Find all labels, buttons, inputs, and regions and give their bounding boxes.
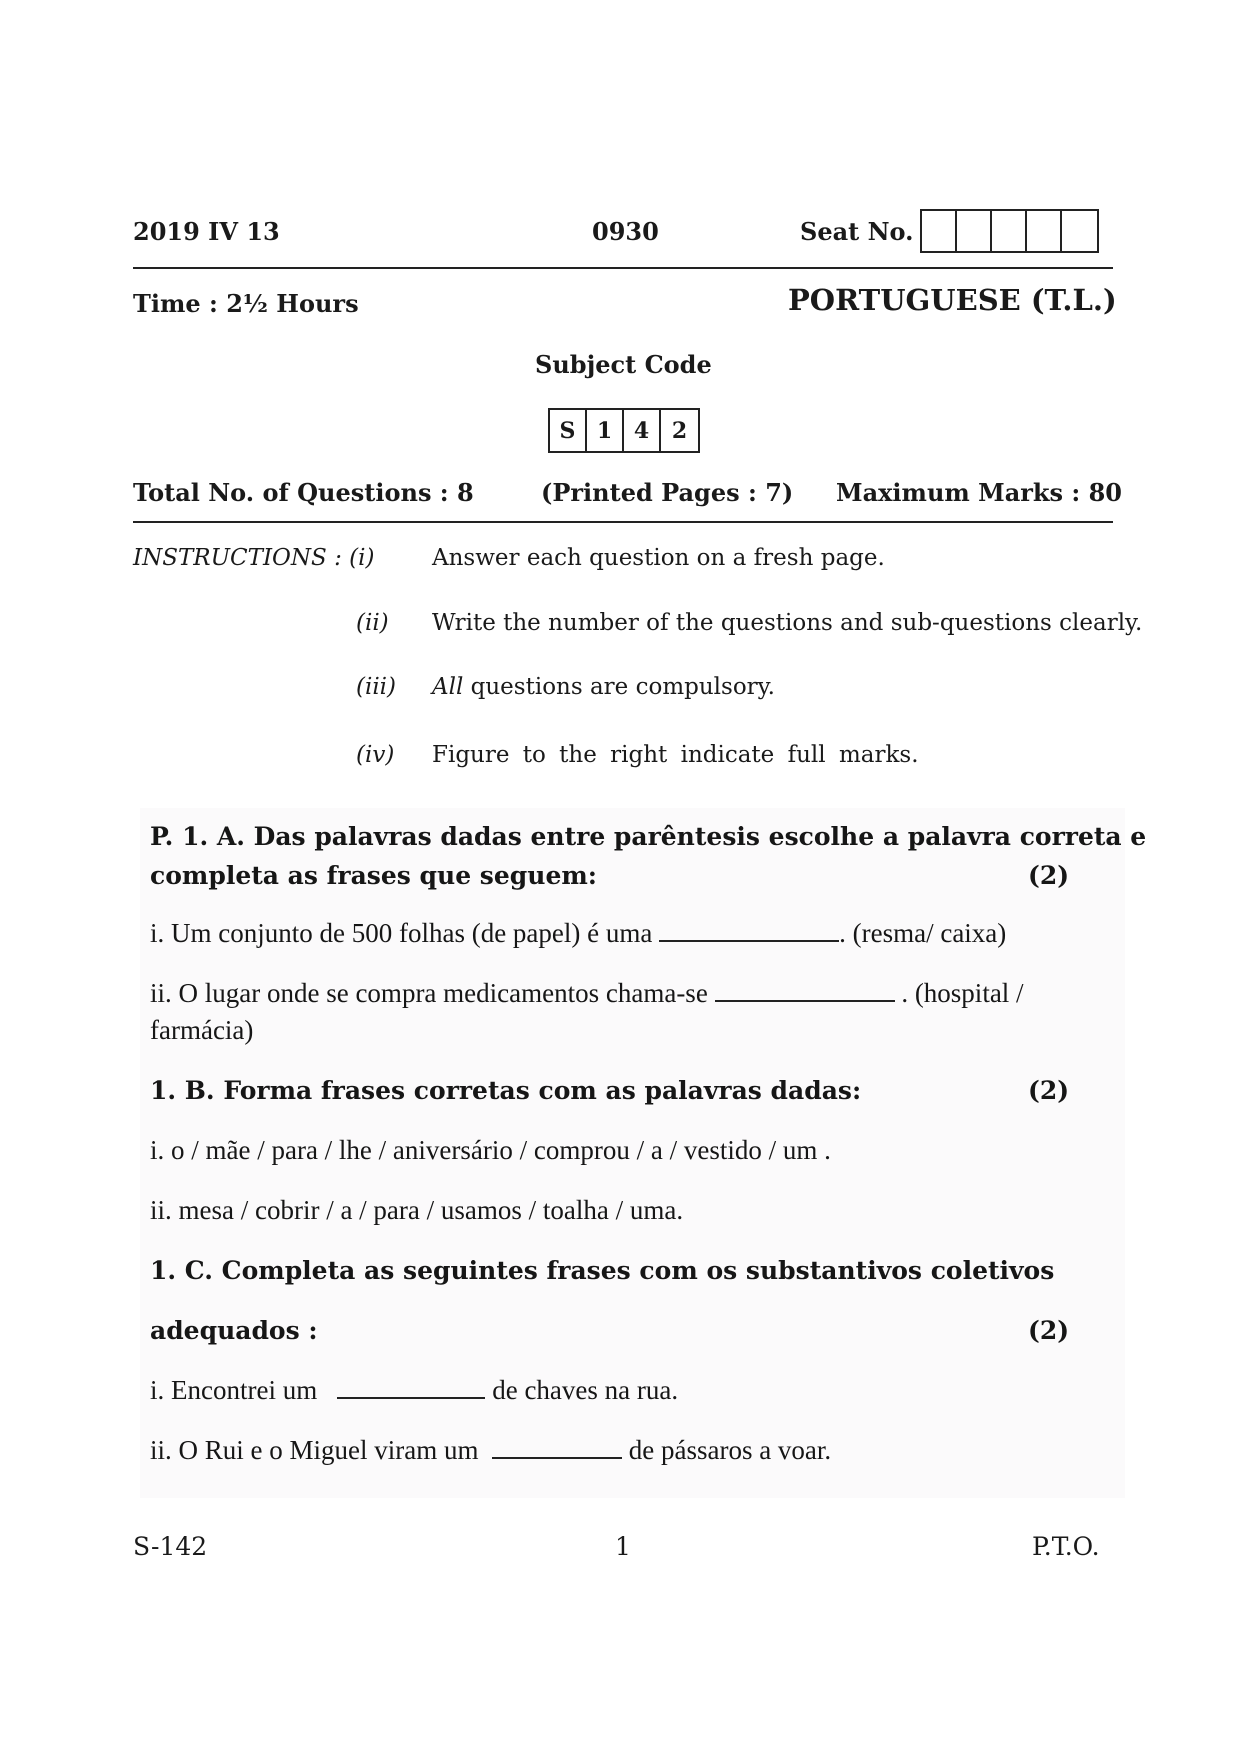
instruction-3: All questions are compulsory.	[432, 674, 775, 700]
footer-paper-id: S-142	[133, 1532, 208, 1561]
subject-code-char: 1	[587, 410, 624, 451]
subject-code-boxes	[548, 408, 700, 453]
header-divider-2	[133, 521, 1113, 523]
instruction-4-num: (iv)	[356, 742, 395, 768]
instruction-2-num: (ii)	[356, 610, 389, 636]
seat-label: Seat No.	[800, 217, 914, 246]
answer-blank[interactable]	[492, 1435, 622, 1459]
instruction-2: Write the number of the questions and sub-questions clearly.	[432, 610, 1143, 636]
maximum-marks: Maximum Marks : 80	[836, 478, 1123, 507]
q1b-item-i: i. o / mãe / para / lhe / aniversário / comprou / a / vestido / um .	[150, 1135, 831, 1165]
answer-blank[interactable]	[659, 918, 839, 942]
q1c-heading-line1: 1. C. Completa as seguintes frases com os substantivos coletivos	[150, 1256, 1055, 1285]
instruction-4: Figure to the right indicate full marks.	[432, 742, 919, 768]
subject-code-char: 2	[671, 417, 688, 444]
header-divider	[133, 267, 1113, 269]
q1a-item-i: i. Um conjunto de 500 folhas (de papel) é uma . (resma/ caixa)	[150, 918, 1007, 948]
paper-code: 0930	[592, 217, 659, 246]
subject-code-label: Subject Code	[535, 350, 712, 379]
q1a-marks: (2)	[1028, 861, 1070, 890]
q1c-marks: (2)	[1028, 1316, 1070, 1345]
q1c-heading-line2: adequados :	[150, 1316, 318, 1345]
seat-box[interactable]	[957, 211, 992, 251]
q1a-item-ii-line2: farmácia)	[150, 1015, 254, 1045]
exam-code: 2019 IV 13	[133, 217, 280, 246]
please-turn-over: P.T.O.	[1032, 1532, 1100, 1561]
page-number: 1	[615, 1532, 631, 1561]
q1b-heading: 1. B. Forma frases corretas com as palavras dadas:	[150, 1076, 862, 1105]
answer-blank[interactable]	[715, 978, 895, 1002]
instruction-3-num: (iii)	[356, 674, 397, 700]
seat-box[interactable]	[992, 211, 1027, 251]
time-allowed: Time : 2½ Hours	[133, 289, 359, 318]
seat-box[interactable]	[1062, 211, 1097, 251]
q1a-heading-line2: completa as frases que seguem:	[150, 861, 598, 890]
printed-pages: (Printed Pages : 7)	[541, 478, 794, 507]
q1a-heading-line1: P. 1. A. Das palavras dadas entre parêntesis escolhe a palavra correta e	[150, 822, 1147, 851]
subject-title: PORTUGUESE (T.L.)	[788, 283, 1117, 317]
q1b-item-ii: ii. mesa / cobrir / a / para / usamos / toalha / uma.	[150, 1195, 684, 1225]
subject-code-char: S	[550, 410, 587, 451]
q1c-item-ii: ii. O Rui e o Miguel viram um de pássaros a voar.	[150, 1435, 832, 1465]
instruction-1: Answer each question on a fresh page.	[432, 545, 885, 571]
q1b-marks: (2)	[1028, 1076, 1070, 1105]
q1a-item-ii: ii. O lugar onde se compra medicamentos chama-se . (hospital /	[150, 978, 1024, 1008]
answer-blank[interactable]	[337, 1375, 485, 1399]
instructions-label: INSTRUCTIONS : (i)	[133, 545, 375, 571]
q1c-item-i: i. Encontrei um de chaves na rua.	[150, 1375, 679, 1405]
total-questions: Total No. of Questions : 8	[133, 478, 474, 507]
seat-box[interactable]	[922, 211, 957, 251]
subject-code-char: 4	[624, 410, 661, 451]
seat-number-boxes[interactable]	[920, 209, 1099, 253]
seat-box[interactable]	[1027, 211, 1062, 251]
